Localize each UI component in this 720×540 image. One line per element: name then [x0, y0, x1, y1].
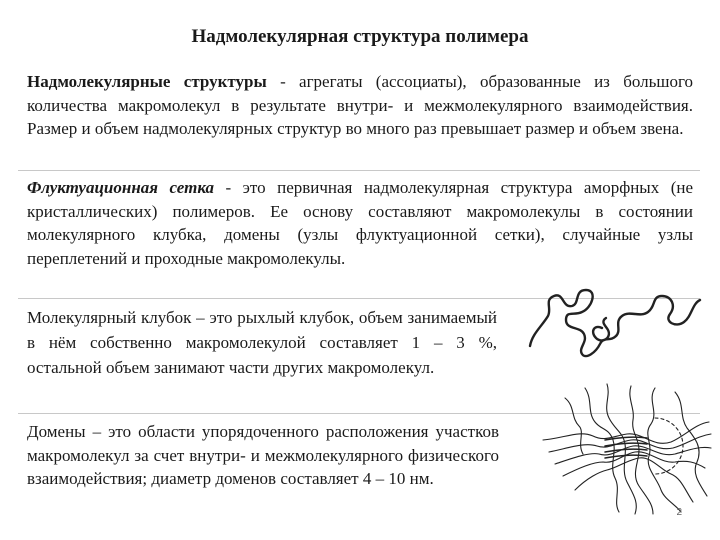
term-supramolecular-structures: Надмолекулярные структуры — [27, 72, 267, 91]
term-fluctuation-network: Флуктуационная сетка — [27, 178, 215, 197]
paragraph-fluctuation-network — [27, 176, 693, 270]
divider-1 — [18, 170, 700, 171]
domain-figure — [535, 378, 715, 518]
paragraph-supramolecular-structures — [27, 70, 693, 141]
coil-chain-path — [530, 290, 700, 356]
domain-bundle-lines — [543, 422, 711, 502]
page-number: 2 — [676, 507, 682, 518]
slide-title: Надмолекулярная структура полимера — [191, 26, 529, 47]
definition-supramolecular-structures: - агрегаты (ассоциаты), образованные из большого количества макромолекул в результате внутри- и межмолекулярного взаимодействия. Размер и объем надмолекулярных структур во много раз превышает размер и объем звена. — [27, 72, 693, 138]
paragraph-molecular-coil: Молекулярный клубок – это рыхлый клубок, объем занимаемый в нём собственно макромолекулой составляет 1 – 3 %, остальной объем занимают части других макромолекул. — [27, 308, 497, 377]
coil-chain-tail — [593, 318, 609, 340]
paragraph-domains: Домены – это области упорядоченного расположения участков макромолекул за счет внутри- и межмолекулярного физического взаимодействия; диаметр доменов составляет 4 – 10 нм. — [27, 422, 499, 488]
molecular-coil-figure — [520, 282, 710, 368]
definition-fluctuation-network: - это первичная надмолекулярная структура аморфных (не кристаллических) полимеров. Ее основу составляют макромолекулы в состоянии молекулярного клубка, домены (узлы флуктуационной сетки), случайные узлы переплетений и проходные макромолекулы. — [27, 178, 693, 268]
